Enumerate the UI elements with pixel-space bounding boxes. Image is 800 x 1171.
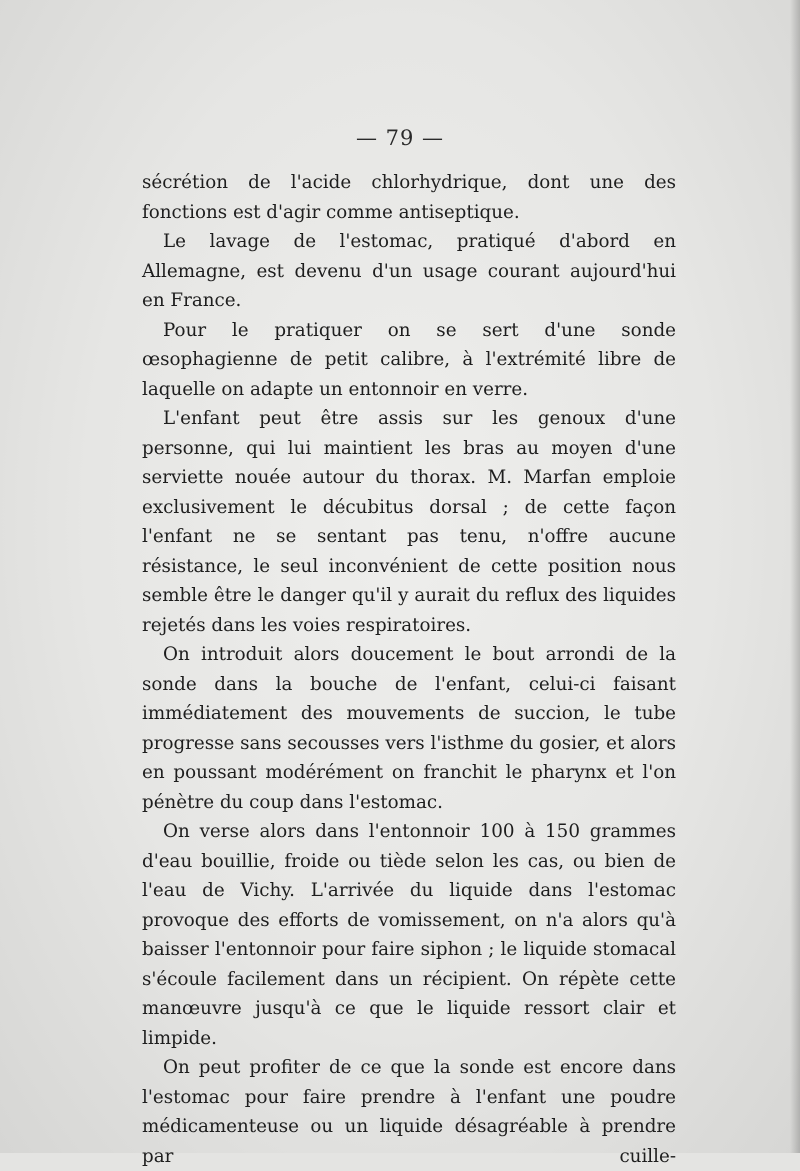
paragraph-6: On verse alors dans l'entonnoir 100 à 150 grammes d'eau bouillie, froide ou tiède selon les cas, ou bien de l'eau de Vichy. L'arrivée du liquide dans l'estomac provoque des efforts de vomissement, on n'a alors qu'à baisser l'entonnoir pour faire siphon ; le liquide stomacal s'écoule facilement dans un récipient. On répète cette manœuvre jusqu'à ce que le liquide ressort clair et limpide.: [142, 821, 676, 1049]
page-edge-shadow: [790, 0, 800, 1153]
paragraph-1: sécrétion de l'acide chlorhydrique, dont une des fonctions est d'agir comme antiseptique.: [142, 172, 676, 223]
paragraph-7: On peut profiter de ce que la sonde est encore dans l'estomac pour faire prendre à l'enfant une poudre médicamenteuse ou un liquide désagréable à prendre par cuille-: [142, 1057, 676, 1167]
body-text: [142, 168, 676, 1171]
paragraph-2: Le lavage de l'estomac, pratiqué d'abord en Allemagne, est devenu d'un usage courant aujourd'hui en France.: [142, 231, 676, 311]
paragraph-5: On introduit alors doucement le bout arrondi de la sonde dans la bouche de l'enfant, celui-ci faisant immédiatement des mouvements de succion, le tube progresse sans secousses vers l'isthme du gosier, et alors en poussant modérément on franchit le pharynx et l'on pénètre du coup dans l'estomac.: [142, 644, 676, 813]
paragraph-3: Pour le pratiquer on se sert d'une sonde œsophagienne de petit calibre, à l'extrémité libre de laquelle on adapte un entonnoir en verre.: [142, 319, 676, 400]
page-number: — 79 —: [355, 126, 445, 150]
paragraph-4: L'enfant peut être assis sur les genoux d'une personne, qui lui maintient les bras au moyen d'une serviette nouée autour du thorax. M. Marfan emploie exclusivement le décubitus dorsal ; de cette façon l'enfant ne se sentant pas tenu, n'offre aucune résistance, le seul inconvénient de cette position nous semble être le danger qu'il y aurait du reflux des liquides rejetés dans les voies respiratoires.: [142, 408, 676, 636]
